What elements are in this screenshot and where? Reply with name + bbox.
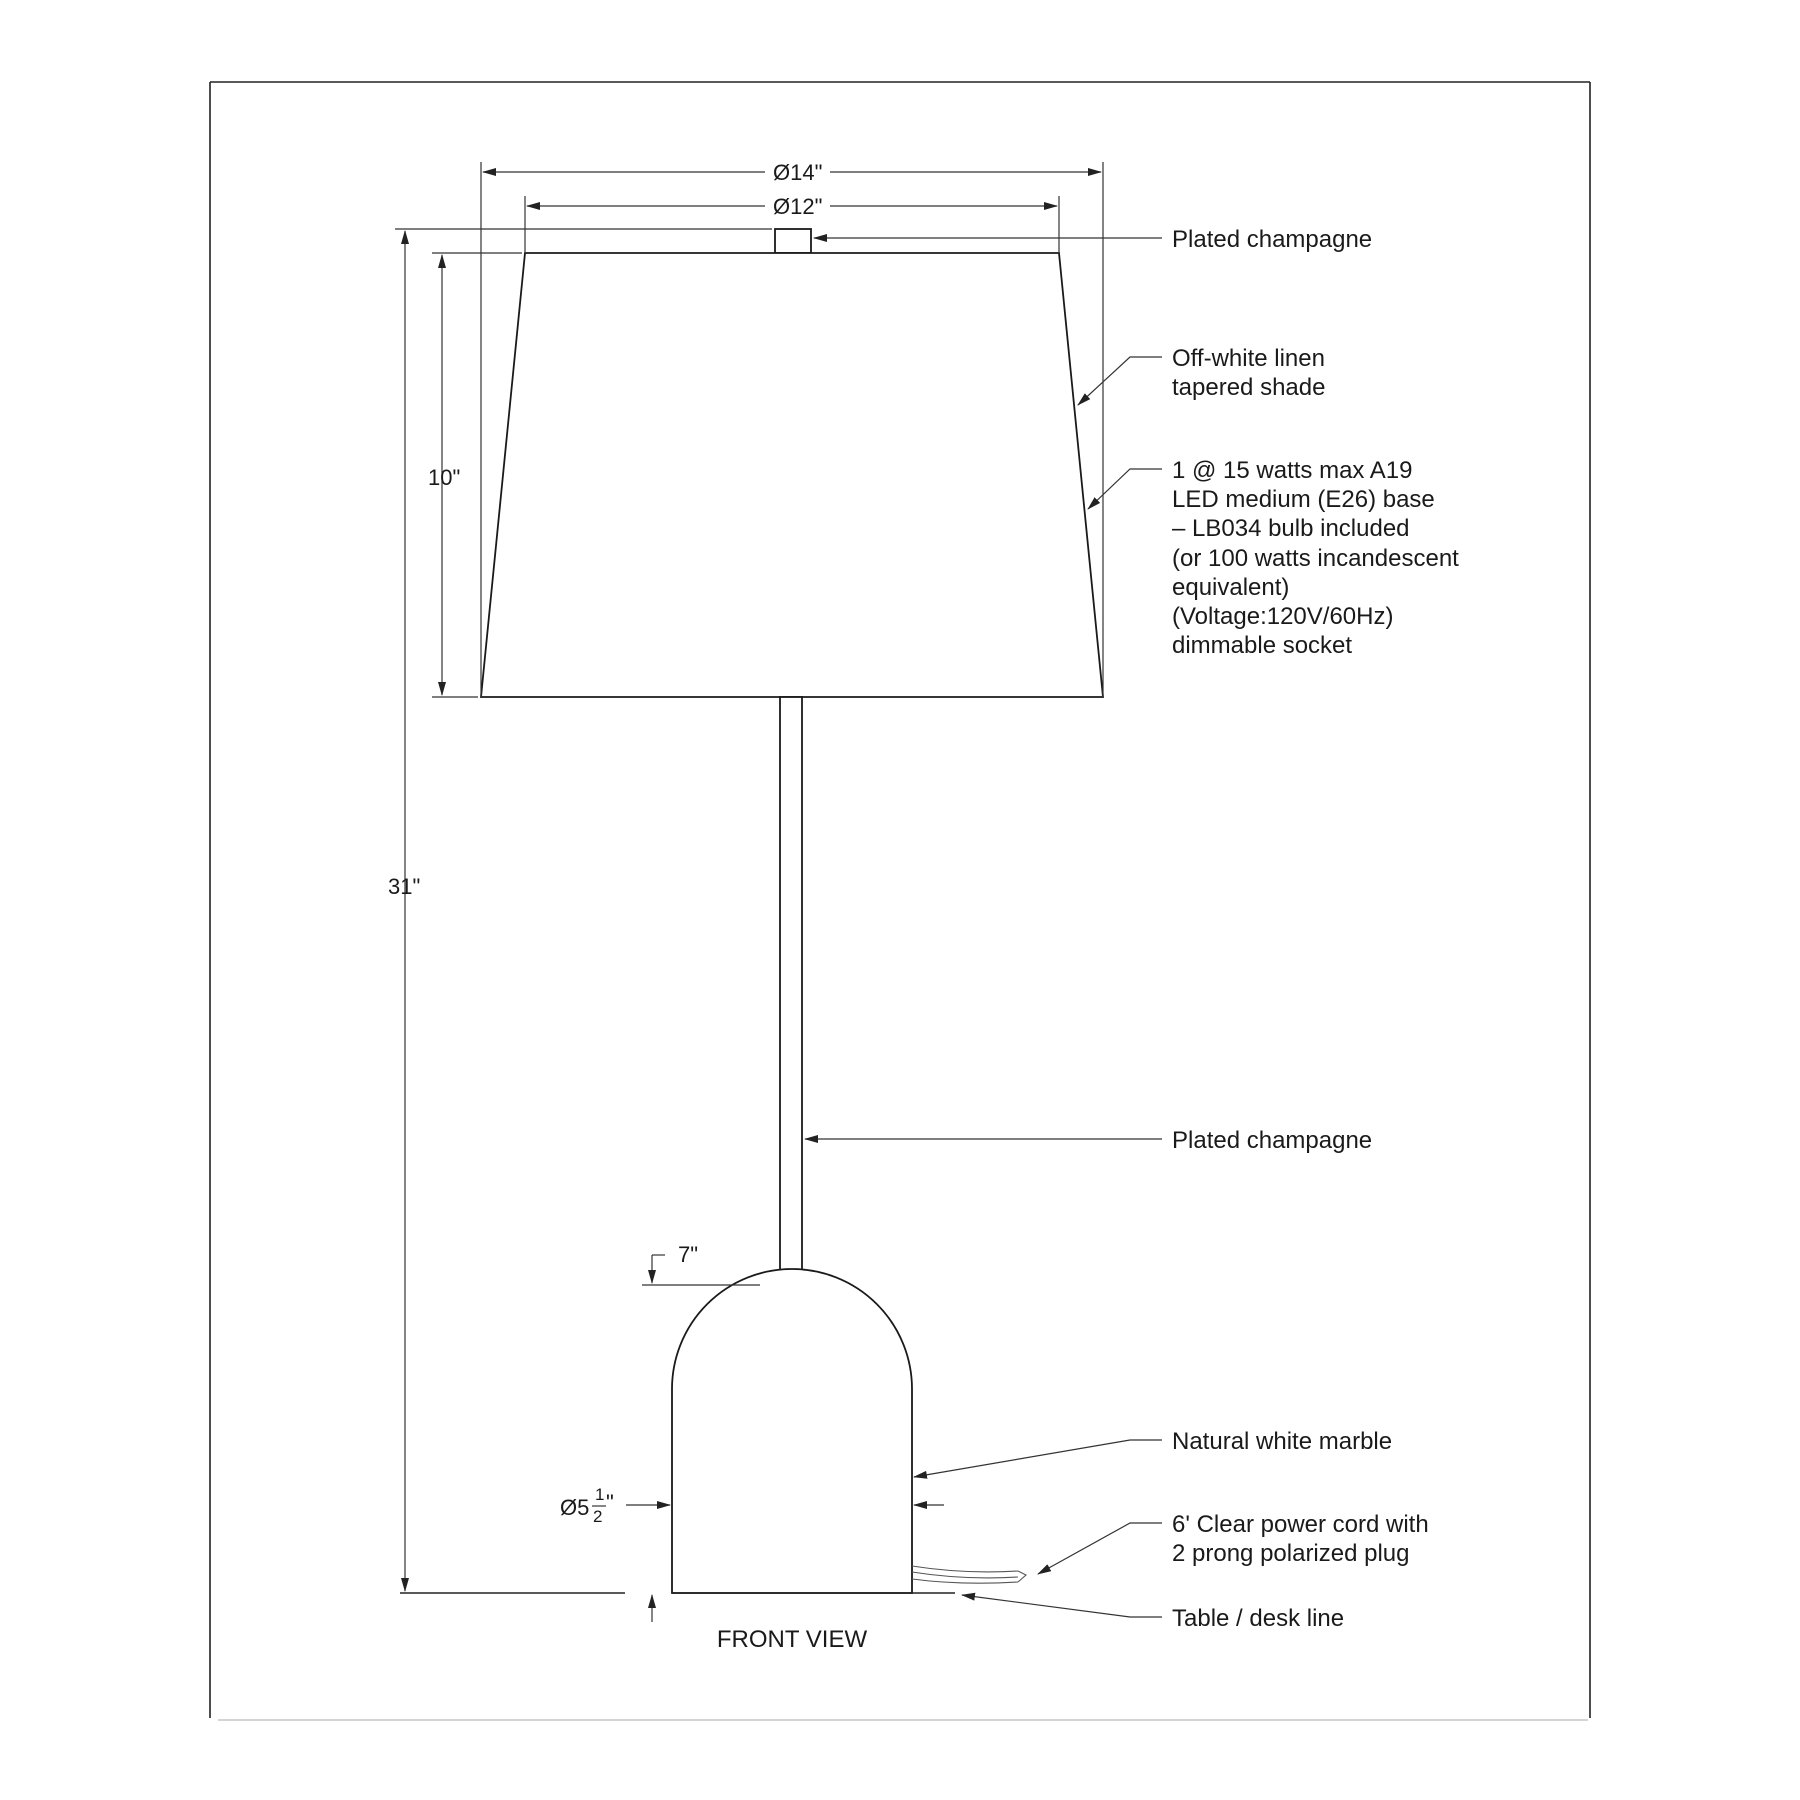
callout-base: Natural white marble: [1172, 1428, 1393, 1455]
callout-cord-line-1: 6' Clear power cord with: [1172, 1511, 1429, 1538]
callout-bulb-line-5: equivalent): [1172, 574, 1290, 601]
callout-bulb-line-3: – LB034 bulb included: [1172, 515, 1410, 542]
callout-stem: Plated champagne: [1172, 1127, 1373, 1154]
callout-shade-line-2: tapered shade: [1172, 374, 1326, 401]
dim-base-height: 7": [678, 1242, 699, 1267]
lamp-shade: [481, 253, 1103, 697]
dim-base-diameter-numerator: 1: [595, 1485, 605, 1504]
callout-bulb-line-7: dimmable socket: [1172, 632, 1353, 659]
power-cord: [912, 1566, 1026, 1583]
callout-bulb-line-6: (Voltage:120V/60Hz): [1172, 603, 1394, 630]
dim-base-diameter-denominator: 2: [593, 1507, 603, 1526]
dim-shade-bottom-diameter: Ø14": [773, 160, 823, 185]
lamp-front-view: [400, 229, 1103, 1593]
callout-finial: Plated champagne: [1172, 226, 1373, 253]
view-label: FRONT VIEW: [716, 1626, 868, 1653]
dim-base-diameter-inch: ": [606, 1490, 614, 1515]
callout-shade-line-1: Off-white linen: [1172, 345, 1325, 372]
marble-base: [672, 1269, 912, 1593]
callout-bulb-line-2: LED medium (E26) base: [1172, 486, 1435, 513]
dim-shade-top-diameter: Ø12": [773, 194, 823, 219]
callout-table-line: Table / desk line: [1172, 1605, 1345, 1632]
dim-base-diameter: Ø5: [560, 1495, 590, 1520]
callout-cord-line-2: 2 prong polarized plug: [1172, 1540, 1410, 1567]
lamp-stem: [780, 697, 802, 1274]
dim-overall-height: 31": [388, 874, 421, 899]
callout-bulb-line-4: (or 100 watts incandescent: [1172, 545, 1459, 572]
callout-bulb-line-1: 1 @ 15 watts max A19: [1172, 457, 1413, 484]
finial: [775, 229, 811, 253]
dim-shade-height: 10": [428, 465, 461, 490]
